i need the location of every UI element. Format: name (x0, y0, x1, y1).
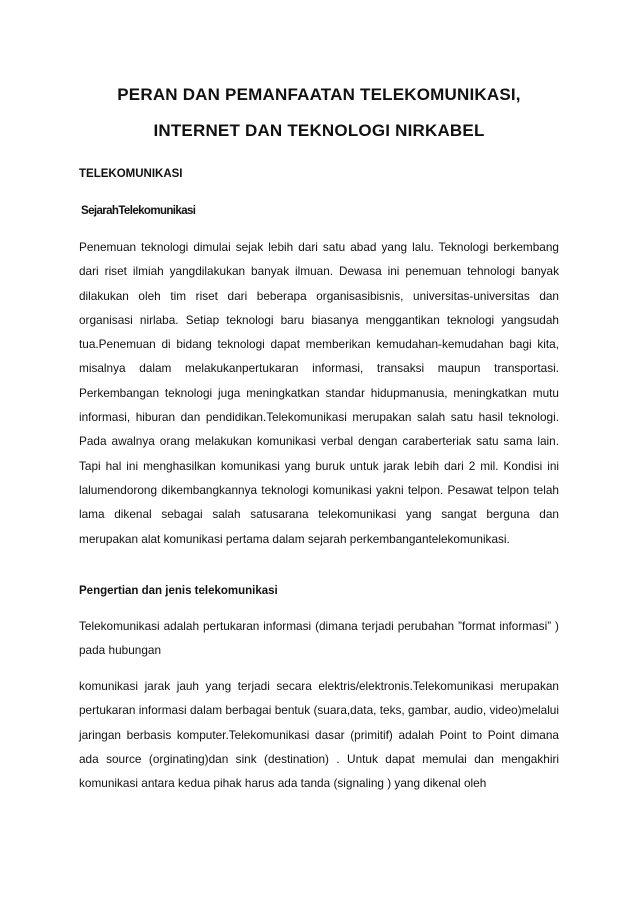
subsection-heading-sejarah: SejarahTelekomunikasi (81, 205, 196, 217)
paragraph-pengertian-intro: Telekomunikasi adalah pertukaran informasi (dimana terjadi perubahan ”format informasi” ) pada hubungan (79, 619, 559, 658)
document-title-line-2: INTERNET DAN TEKNOLOGI NIRKABEL (153, 121, 485, 140)
document-title-line-1: PERAN DAN PEMANFAATAN TELEKOMUNIKASI, (117, 85, 521, 104)
section-heading-telekomunikasi: TELEKOMUNIKASI (79, 168, 183, 180)
paragraph-sejarah: Penemuan teknologi dimulai sejak lebih dari satu abad yang lalu. Teknologi berkembang dari riset ilmiah yangdilakukan banyak ilmuan. Dewasa ini penemuan tehnologi banyak dilakukan oleh tim riset dari beberapa organisasibisnis, universitas-universitas dan organisasi nirlaba. Setiap teknologi baru biasanya menggantikan teknologi yangsudah tua.Penemuan di bidang teknologi dapat memberikan kemudahan-kemudahan bagi kita, misalnya dalam melakukanpertukaran informasi, transaksi maupun transportasi. Perkembangan teknologi juga meningkatkan standar hidupmanusia, meningkatkan mutu informasi, hiburan dan pendidikan.Telekomunikasi merupakan salah satu hasil teknologi. Pada awalnya orang melakukan komunikasi verbal dengan caraberteriak satu sama lain. Tapi hal ini menghasilkan komunikasi yang buruk untuk jarak lebih dari 2 mil. Kondisi ini lalumendorong dikembangkannya teknologi komunikasi yakni telpon. Pesawat telpon telah lama dikenal sebagai salah satusarana telekomunikasi yang sangat berguna dan merupakan alat komunikasi pertama dalam sejarah perkembangantelekomunikasi. (79, 240, 559, 546)
paragraph-pengertian-body: komunikasi jarak jauh yang terjadi secara elektris/elektronis.Telekomunikasi merupakan pertukaran informasi dalam berbagai bentuk (suara,data, teks, gambar, audio, video)melalui jaringan berbasis komputer.Telekomunikasi dasar (primitif) adalah Point to Point dimana ada source (orginating)dan sink (destination) . Untuk dapat memulai dan mengakhiri komunikasi antara kedua pihak harus ada tanda (signaling ) yang dikenal oleh (79, 679, 559, 791)
subsection-heading-pengertian: Pengertian dan jenis telekomunikasi (79, 585, 278, 597)
